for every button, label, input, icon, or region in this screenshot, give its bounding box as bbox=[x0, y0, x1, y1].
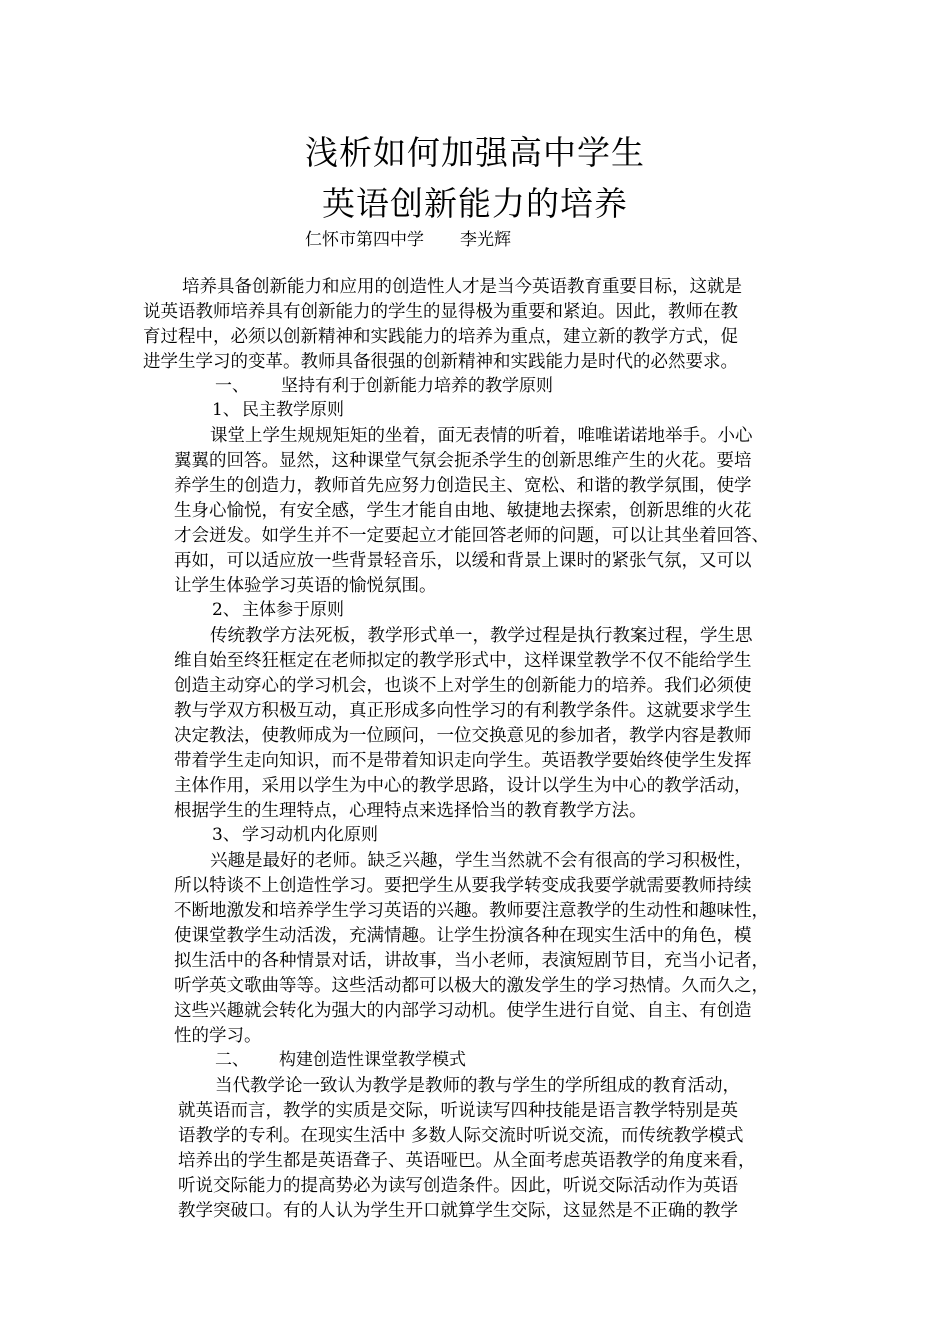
para-4-line: 听说交际能力的提高势必为读写创造条件。因此，听说交际活动作为英语 bbox=[178, 1176, 738, 1196]
subsection-1-number: 1、 bbox=[212, 400, 240, 420]
para-2-line: 教与学双方积极互动，真正形成多向性学习的有利教学条件。这就要求学生 bbox=[174, 701, 752, 721]
section-1-title: 坚持有利于创新能力培养的教学原则 bbox=[281, 376, 553, 396]
section-2-heading bbox=[215, 1048, 466, 1072]
para-2-line: 创造主动穿心的学习机会，也谈不上对学生的创新能力的培养。我们必须使 bbox=[174, 676, 752, 696]
para-3-line: 听学英文歌曲等等。这些活动都可以极大的激发学生的学习热情。久而久之， bbox=[174, 976, 769, 996]
para-1-line: 让学生体验学习英语的愉悦氛围。 bbox=[174, 576, 437, 596]
para-3-line: 这些兴趣就会转化为强大的内部学习动机。使学生进行自觉、自主、有创造 bbox=[174, 1001, 752, 1021]
subsection-3-number: 3、 bbox=[212, 825, 240, 845]
para-3-line: 使课堂教学生动活泼，充满情趣。让学生扮演各种在现实生活中的角色，模 bbox=[174, 926, 752, 946]
subsection-3-heading bbox=[212, 823, 378, 847]
para-2-line: 维自始至终狂框定在老师拟定的教学形式中，这样课堂教学不仅不能给学生 bbox=[174, 651, 752, 671]
para-2-line: 带着学生走向知识，而不是带着知识走向学生。英语教学要始终使学生发挥 bbox=[174, 751, 752, 771]
intro-line: 进学生学习的变革。教师具备很强的创新精神和实践能力是时代的必然要求。 bbox=[143, 352, 738, 372]
subsection-2-title: 主体参于原则 bbox=[242, 600, 344, 620]
para-1-line: 课堂上学生规规矩矩的坐着，面无表情的听着，唯唯诺诺地举手。小心 bbox=[210, 426, 753, 446]
para-1-line: 翼翼的回答。显然，这种课堂气氛会扼杀学生的创新思维产生的火花。要培 bbox=[174, 451, 752, 471]
para-4-line: 就英语而言，教学的实质是交际，听说读写四种技能是语言教学特别是英 bbox=[178, 1101, 738, 1121]
subsection-3-title: 学习动机内化原则 bbox=[242, 825, 378, 845]
para-1-line: 才会迸发。如学生并不一定要起立才能回答老师的问题，可以让其坐着回答、 bbox=[174, 526, 769, 546]
subsection-1-title: 民主教学原则 bbox=[242, 400, 344, 420]
title-line-1: 浅析如何加强高中学生 bbox=[305, 133, 645, 172]
intro-line: 育过程中，必须以创新精神和实践能力的培养为重点，建立新的教学方式，促 bbox=[143, 327, 738, 347]
author-line bbox=[305, 229, 511, 251]
section-1-heading bbox=[215, 374, 553, 398]
para-3-line: 不断地激发和培养学生学习英语的兴趣。教师要注意教学的生动性和趣味性， bbox=[174, 901, 769, 921]
para-4-line: 教学突破口。有的人认为学生开口就算学生交际，这显然是不正确的教学 bbox=[178, 1201, 738, 1221]
para-1-line: 再如，可以适应放一些背景轻音乐，以缓和背景上课时的紧张气氛，又可以 bbox=[174, 551, 752, 571]
author-name: 李光辉 bbox=[460, 230, 511, 250]
para-2-line: 决定教法，使教师成为一位顾问，一位交换意见的参加者，教学内容是教师 bbox=[174, 726, 752, 746]
para-1-line: 养学生的创造力，教师首先应努力创造民主、宽松、和谐的教学氛围，使学 bbox=[174, 476, 752, 496]
para-3-line: 性的学习。 bbox=[174, 1026, 262, 1046]
section-2-title: 构建创造性课堂教学模式 bbox=[279, 1050, 466, 1070]
para-3-line: 拟生活中的各种情景对话，讲故事，当小老师，表演短剧节目，充当小记者， bbox=[174, 951, 769, 971]
para-2-line: 传统教学方法死板，教学形式单一，教学过程是执行教案过程，学生思 bbox=[210, 626, 753, 646]
para-2-line: 根据学生的生理特点，心理特点来选择恰当的教育教学方法。 bbox=[174, 801, 647, 821]
subsection-2-heading bbox=[212, 598, 344, 622]
para-4-line: 语教学的专利。在现实生活中 多数人际交流时听说交流，而传统教学模式 bbox=[178, 1126, 744, 1146]
para-4-line: 当代教学论一致认为教学是教师的教与学生的学所组成的教育活动， bbox=[215, 1076, 740, 1096]
intro-line: 培养具备创新能力和应用的创造性人才是当今英语教育重要目标，这就是 bbox=[182, 277, 742, 297]
para-3-line: 所以特谈不上创造性学习。要把学生从要我学转变成我要学就需要教师持续 bbox=[174, 876, 752, 896]
subsection-2-number: 2、 bbox=[212, 600, 240, 620]
para-3-line: 兴趣是最好的老师。缺乏兴趣，学生当然就不会有很高的学习积极性， bbox=[210, 851, 753, 871]
para-4-line: 培养出的学生都是英语聋子、英语哑巴。从全面考虑英语教学的角度来看， bbox=[178, 1151, 756, 1171]
section-2-number: 二、 bbox=[215, 1050, 249, 1070]
intro-line: 说英语教师培养具有创新能力的学生的显得极为重要和紧迫。因此，教师在教 bbox=[143, 302, 738, 322]
title-line-2: 英语创新能力的培养 bbox=[322, 184, 628, 223]
subsection-1-heading bbox=[212, 398, 344, 422]
para-1-line: 生身心愉悦，有安全感，学生才能自由地、敏捷地去探索，创新思维的火花 bbox=[174, 501, 752, 521]
author-school: 仁怀市第四中学 bbox=[305, 230, 424, 250]
section-1-number: 一、 bbox=[215, 376, 249, 396]
para-2-line: 主体作用，采用以学生为中心的教学思路，设计以学生为中心的教学活动， bbox=[174, 776, 752, 796]
